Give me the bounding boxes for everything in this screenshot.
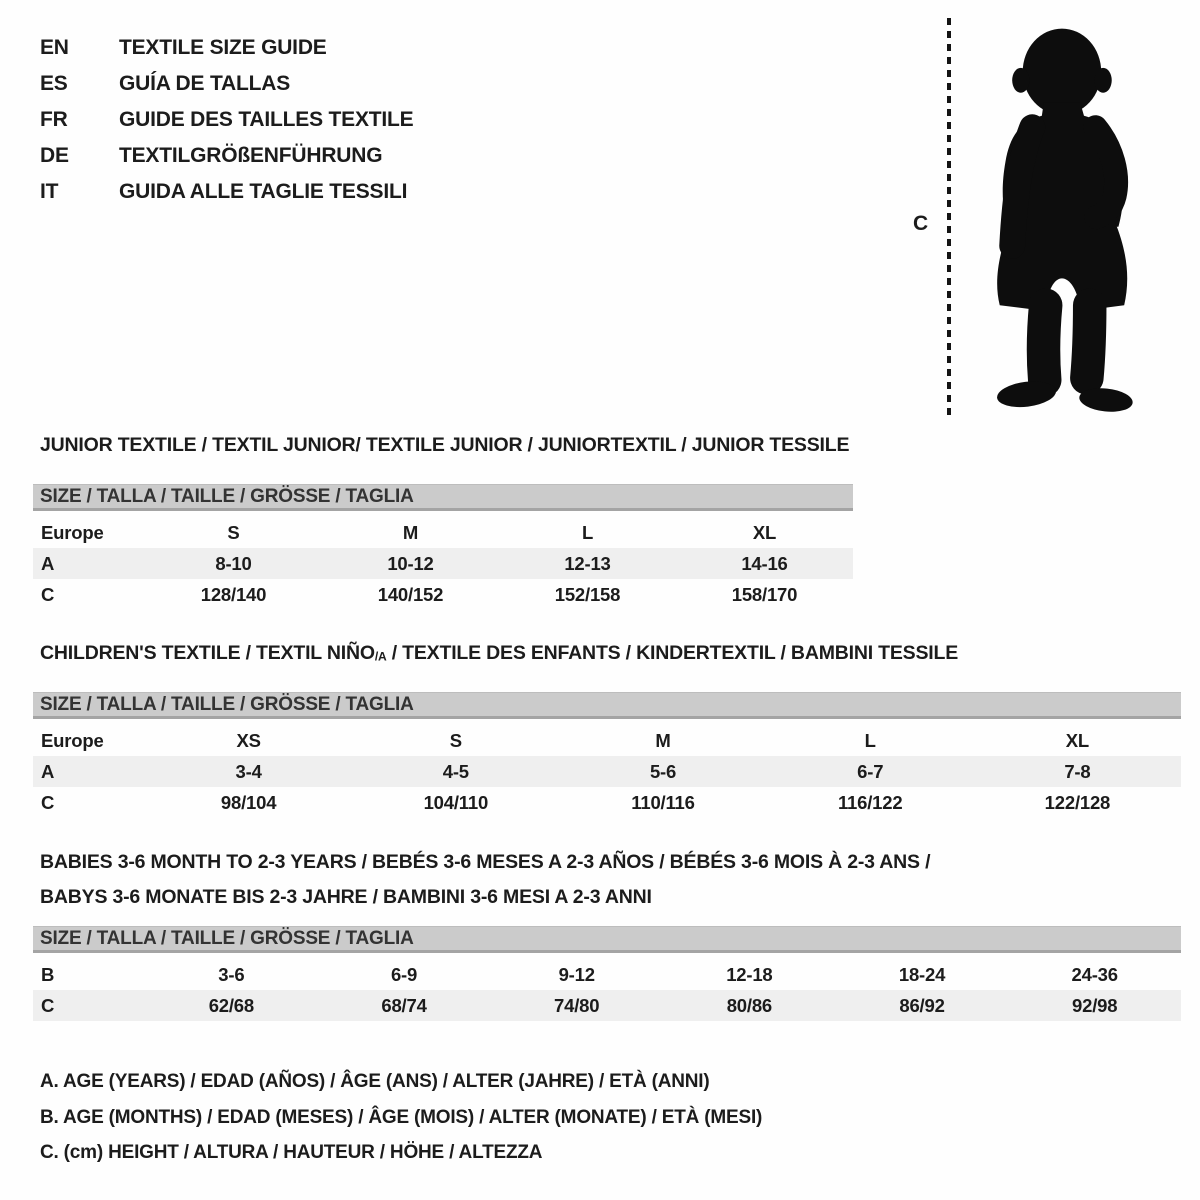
language-code: IT bbox=[40, 180, 59, 203]
height-cell: 62/68 bbox=[208, 994, 254, 1016]
age-cell: 10-12 bbox=[387, 552, 434, 574]
height-cell: 140/152 bbox=[377, 583, 444, 605]
measure-c-label: C bbox=[913, 212, 928, 235]
size-header-bar: SIZE / TALLA / TAILLE / GRÖSSE / TAGLIA bbox=[33, 692, 1181, 719]
language-label: TEXTILE SIZE GUIDE bbox=[119, 36, 327, 59]
size-cell: L bbox=[581, 521, 594, 543]
language-code: DE bbox=[40, 144, 69, 167]
legend-line-a: A. AGE (YEARS) / EDAD (AÑOS) / ÂGE (ANS) / ALTER (JAHRE) / ETÀ (ANNI) bbox=[40, 1071, 710, 1092]
row-label: Europe bbox=[41, 729, 104, 751]
language-label: GUIDA ALLE TAGLIE TESSILI bbox=[119, 180, 408, 203]
babies-section-title bbox=[40, 845, 930, 915]
months-cell: 6-9 bbox=[390, 963, 418, 985]
babies-size-table bbox=[33, 926, 1181, 1021]
language-code: FR bbox=[40, 108, 68, 131]
language-row-it bbox=[40, 174, 413, 210]
age-cell: 7-8 bbox=[1064, 760, 1091, 782]
legend-line-b: B. AGE (MONTHS) / EDAD (MESES) / ÂGE (MOIS) / ALTER (MONATE) / ETÀ (MESI) bbox=[40, 1106, 763, 1128]
height-cell: 152/158 bbox=[554, 583, 621, 605]
language-title-block bbox=[40, 30, 413, 210]
row-label: A bbox=[41, 552, 55, 574]
height-cell: 80/86 bbox=[726, 994, 772, 1016]
language-row-es bbox=[40, 66, 413, 102]
table-row-sizes bbox=[33, 725, 1181, 756]
age-cell: 12-13 bbox=[564, 552, 611, 574]
size-cell: L bbox=[864, 729, 876, 751]
age-cell: 6-7 bbox=[857, 760, 884, 782]
height-cell: 86/92 bbox=[899, 994, 945, 1016]
height-cell: 110/116 bbox=[631, 791, 695, 813]
children-section-title bbox=[40, 642, 958, 665]
children-title-subscript: /A bbox=[374, 649, 387, 664]
age-cell: 3-4 bbox=[235, 760, 262, 782]
toddler-silhouette-icon bbox=[963, 20, 1159, 422]
junior-section-title: JUNIOR TEXTILE / TEXTIL JUNIOR/ TEXTILE JUNIOR / JUNIORTEXTIL / JUNIOR TESSILE bbox=[40, 434, 850, 456]
babies-title-line1: BABIES 3-6 MONTH TO 2-3 YEARS / BEBÉS 3-6 MESES A 2-3 AÑOS / BÉBÉS 3-6 MOIS À 2-3 ANS / bbox=[40, 851, 931, 873]
age-cell: 8-10 bbox=[215, 552, 252, 574]
row-label: Europe bbox=[41, 521, 104, 543]
language-label: GUIDE DES TAILLES TEXTILE bbox=[119, 108, 414, 131]
age-cell: 14-16 bbox=[741, 552, 788, 574]
height-dashed-line bbox=[947, 18, 951, 418]
table-row-height bbox=[33, 787, 1181, 818]
height-cell: 68/74 bbox=[381, 994, 427, 1016]
language-label: TEXTILGRÖßENFÜHRUNG bbox=[119, 144, 383, 167]
table-row-age bbox=[33, 756, 1181, 787]
junior-size-table bbox=[33, 484, 853, 610]
size-cell: XL bbox=[752, 521, 777, 543]
height-cell: 92/98 bbox=[1072, 994, 1118, 1016]
months-cell: 3-6 bbox=[218, 963, 245, 985]
height-cell: 116/122 bbox=[837, 791, 903, 813]
height-cell: 98/104 bbox=[220, 791, 277, 813]
table-row-months bbox=[33, 959, 1181, 990]
height-cell: 104/110 bbox=[423, 791, 489, 813]
size-header-bar: SIZE / TALLA / TAILLE / GRÖSSE / TAGLIA bbox=[33, 926, 1181, 953]
table-row-height bbox=[33, 990, 1181, 1021]
row-label: A bbox=[41, 760, 55, 782]
language-row-de bbox=[40, 138, 413, 174]
age-cell: 5-6 bbox=[649, 760, 677, 782]
row-label: C bbox=[41, 791, 55, 813]
size-cell: M bbox=[655, 729, 671, 751]
language-code: ES bbox=[40, 72, 68, 95]
months-cell: 9-12 bbox=[558, 963, 595, 985]
height-cell: 128/140 bbox=[200, 583, 267, 605]
table-row-height bbox=[33, 579, 853, 610]
row-label: C bbox=[41, 994, 55, 1016]
height-cell: 74/80 bbox=[554, 994, 600, 1016]
babies-title-line2: BABYS 3-6 MONATE BIS 2-3 JAHRE / BAMBINI 3-6 MESI A 2-3 ANNI bbox=[40, 886, 652, 908]
language-code: EN bbox=[40, 36, 69, 59]
size-cell: M bbox=[402, 521, 419, 543]
age-cell: 4-5 bbox=[442, 760, 469, 782]
size-cell: S bbox=[227, 521, 240, 543]
size-cell: S bbox=[449, 729, 462, 751]
height-cell: 122/128 bbox=[1044, 791, 1111, 813]
height-measure-figure bbox=[903, 12, 1173, 426]
language-row-en bbox=[40, 30, 413, 66]
size-header-bar: SIZE / TALLA / TAILLE / GRÖSSE / TAGLIA bbox=[33, 484, 853, 511]
months-cell: 12-18 bbox=[726, 963, 773, 985]
children-title-suffix: / TEXTILE DES ENFANTS / KINDERTEXTIL / BAMBINI TESSILE bbox=[386, 642, 959, 664]
legend-line-c: C. (cm) HEIGHT / ALTURA / HAUTEUR / HÖHE / ALTEZZA bbox=[40, 1142, 543, 1163]
language-row-fr bbox=[40, 102, 413, 138]
children-title-prefix: CHILDREN'S TEXTILE / TEXTIL NIÑO bbox=[40, 642, 375, 664]
table-row-sizes bbox=[33, 517, 853, 548]
measurement-legend bbox=[40, 1064, 762, 1171]
months-cell: 18-24 bbox=[898, 963, 946, 985]
months-cell: 24-36 bbox=[1071, 963, 1118, 985]
size-cell: XS bbox=[236, 729, 261, 751]
children-size-table bbox=[33, 692, 1181, 818]
size-cell: XL bbox=[1065, 729, 1090, 751]
row-label: C bbox=[41, 583, 55, 605]
row-label: B bbox=[41, 963, 55, 985]
language-label: GUÍA DE TALLAS bbox=[119, 72, 291, 95]
height-cell: 158/170 bbox=[731, 583, 798, 605]
table-row-age bbox=[33, 548, 853, 579]
